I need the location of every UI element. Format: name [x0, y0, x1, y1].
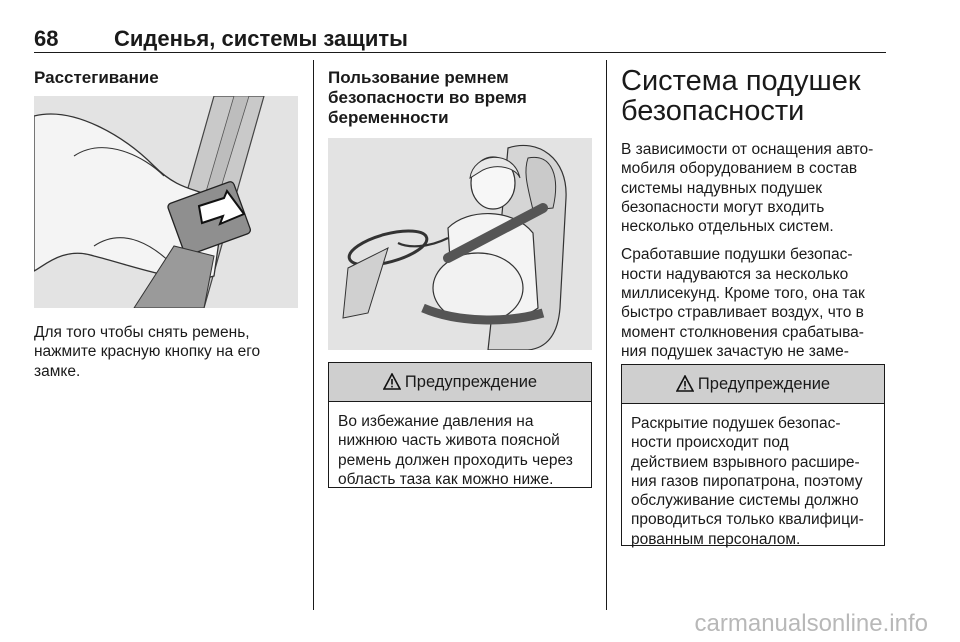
- airbag-para1-line: безопасности могут входить: [621, 198, 825, 216]
- section-heading-pregnancy: безопасности во время: [328, 88, 527, 107]
- warning-box-airbags: [621, 364, 885, 546]
- warning-text-line: нижнюю часть живота поясной: [338, 432, 560, 450]
- airbag-para1-line: несколько отдельных систем.: [621, 218, 834, 236]
- warning-body: [622, 404, 884, 557]
- airbag-para2-line: Сработавшие подушки безопас-: [621, 246, 853, 264]
- page-header: [34, 26, 886, 53]
- warning-triangle-icon: [676, 375, 694, 393]
- warning-box-pregnancy: [328, 362, 592, 488]
- column-1: [34, 60, 300, 88]
- warning-text-line: область таза как можно ниже.: [338, 470, 554, 488]
- airbag-para2-line: момент столкновения срабатыва-: [621, 323, 864, 341]
- warning-text-line: ремень должен проходить через: [338, 451, 573, 469]
- airbag-para1-line: В зависимости от оснащения авто-: [621, 141, 874, 158]
- airbag-para2-line: миллисекунд. Кроме того, она так: [621, 285, 865, 303]
- warning-body: [329, 402, 591, 497]
- watermark-text: carmanualsonline.info: [694, 610, 928, 637]
- column-2: [328, 60, 594, 128]
- unbuckle-text-line: замке.: [34, 362, 81, 380]
- warning-header: [329, 363, 591, 402]
- warning-text-line: ния газов пиропатрона, поэтому: [631, 472, 863, 490]
- warning-text-line: обслуживание системы должно: [631, 492, 859, 510]
- warning-triangle-icon: [383, 373, 401, 391]
- column-3: [621, 60, 891, 381]
- column-divider-2: [606, 60, 607, 610]
- warning-title: Предупреждение: [404, 372, 538, 391]
- airbag-para2-line: быстро стравливает воздух, что в: [621, 304, 864, 322]
- warning-text-line: Во избежание давления на: [338, 413, 534, 430]
- column-divider-1: [313, 60, 314, 610]
- warning-text-line: проводиться только квалифици-: [631, 511, 864, 529]
- section-heading-unbuckle: Расстегивание: [34, 68, 159, 87]
- airbag-para1-line: мобиля оборудованием в состав: [621, 160, 858, 178]
- warning-title: Предупреждение: [697, 374, 831, 393]
- page-title: Сиденья, системы защиты: [114, 26, 408, 51]
- column-1-text: [34, 323, 304, 381]
- section-heading-pregnancy: беременности: [328, 108, 449, 127]
- airbag-para2-line: ния подушек зачастую не заме-: [621, 342, 849, 360]
- warning-text-line: рованным персоналом.: [631, 530, 801, 548]
- pregnant-driver-seatbelt-icon: [328, 138, 592, 350]
- warning-text-line: ности происходит под: [631, 434, 789, 452]
- warning-text-line: действием взрывного расшире-: [631, 453, 860, 471]
- warning-text-line: Раскрытие подушек безопас-: [631, 415, 841, 432]
- airbag-para1-line: системы надувных подушек: [621, 179, 823, 197]
- page-number: 68: [34, 26, 59, 51]
- seatbelt-buckle-release-icon: [34, 96, 298, 308]
- unbuckle-text-line: Для того чтобы снять ремень,: [34, 324, 250, 341]
- unbuckle-text-line: нажмите красную кнопку на его: [34, 343, 261, 361]
- section-heading-pregnancy: Пользование ремнем: [328, 68, 509, 87]
- warning-header: [622, 365, 884, 404]
- section-heading-airbags: Система подушек: [621, 65, 861, 97]
- section-heading-airbags: безопасности: [621, 95, 805, 127]
- airbag-para2-line: ности надуваются за несколько: [621, 265, 849, 283]
